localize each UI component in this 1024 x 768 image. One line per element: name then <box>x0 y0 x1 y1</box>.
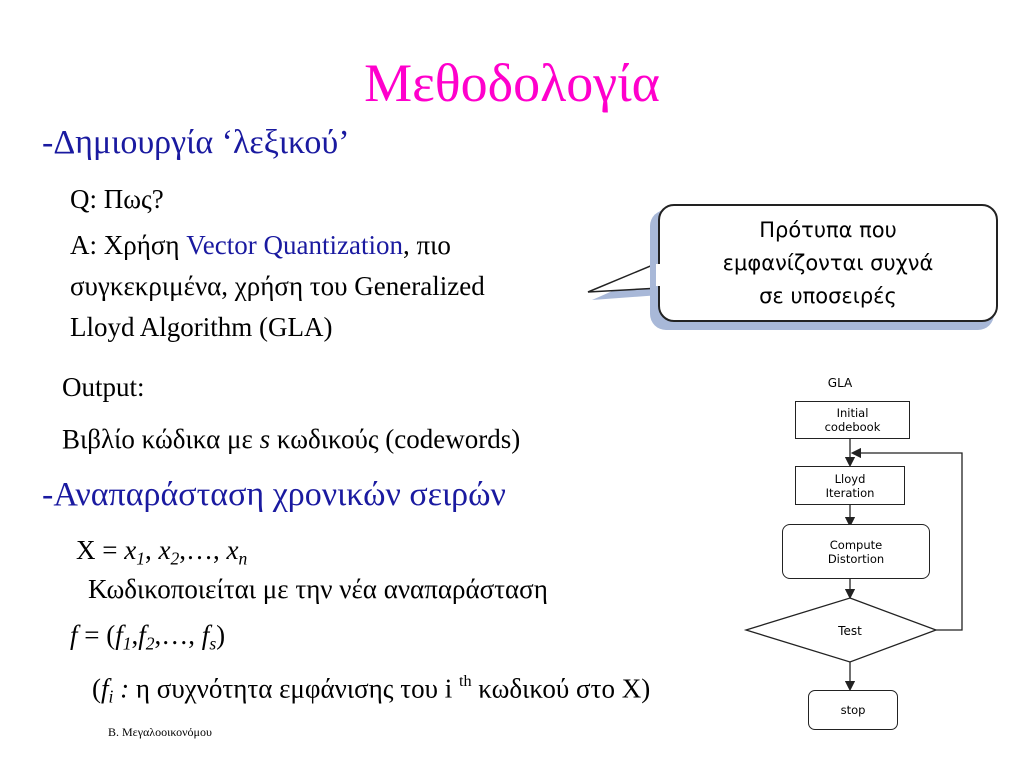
x-sequence: $X = x_1$, $x_2,\dots$, $x_n$ <box>76 535 248 569</box>
f2: f <box>138 620 146 650</box>
callout-pointer-join <box>560 240 670 320</box>
flowchart-title: GLA <box>827 376 853 390</box>
x2: x <box>158 535 171 565</box>
callout-bubble: Πρότυπα που εμφανίζονται συχνά σε υποσειρές <box>658 204 998 322</box>
fi-text: η συχνότητα εμφάνισης του i <box>135 673 459 704</box>
fi-colon: : <box>113 673 136 704</box>
section-heading-representation: -Αναπαράσταση χρονικών σειρών <box>42 476 506 513</box>
flow-decision-label: Test <box>838 624 862 638</box>
f2-sub: 2 <box>145 633 155 654</box>
output-label: Output: <box>62 372 145 402</box>
x-eq: X = <box>76 535 125 565</box>
f-eq: = ( <box>77 620 116 650</box>
output-suffix: κωδικούς (codewords) <box>270 424 521 454</box>
fi: f <box>101 673 109 704</box>
output-description <box>62 424 520 455</box>
fi-tail: κωδικού στο X) <box>471 673 651 704</box>
f1-sub: 1 <box>122 633 132 654</box>
fi-definition <box>92 672 650 708</box>
answer-suffix: , πιο <box>402 230 451 260</box>
answer-line-3: Lloyd Algorithm (GLA) <box>70 312 333 342</box>
fs: f <box>201 620 210 650</box>
flow-step-initial-codebook: Initial codebook <box>795 401 910 439</box>
flow-step-lloyd-iteration: Lloyd Iteration <box>795 466 905 505</box>
fi-sub: i <box>108 686 114 707</box>
fi-open: ( <box>92 673 101 704</box>
x-ellipsis: ,…, <box>179 535 227 565</box>
flow-step-compute-distortion: Compute Distortion <box>782 524 930 579</box>
f-sequence: $f = (f_1,f_2,\dots$, $f_s$) <box>70 620 226 654</box>
f-lhs: f <box>70 620 78 650</box>
fi-sup: th <box>458 672 472 690</box>
f-ellipsis: ,…, <box>154 620 202 650</box>
x1-sub: 1 <box>136 548 145 569</box>
answer-prefix: A: Χρήση <box>70 230 187 260</box>
question-line: Q: Πως? <box>70 184 164 214</box>
fs-sub: s <box>209 633 217 654</box>
x1: x <box>124 535 137 565</box>
xn: x <box>226 535 239 565</box>
encoding-text: Κωδικοποιείται με την νέα αναπαράσταση <box>88 574 548 604</box>
footer-author: Β. Μεγαλοοικονόμου <box>108 725 212 739</box>
vector-quantization-term: Vector Quantization <box>186 230 403 260</box>
answer-line-2: συγκεκριμένα, χρήση του Generalized <box>70 271 485 301</box>
section-heading-lexicon: -Δημιουργία ‘λεξικού’ <box>42 124 350 161</box>
x2-sub: 2 <box>170 548 180 569</box>
output-variable: s <box>259 424 271 454</box>
xn-sub: n <box>238 548 248 569</box>
f1: f <box>115 620 123 650</box>
answer-line-1 <box>70 230 451 261</box>
slide-title: Μεθοδολογία <box>364 53 660 113</box>
flow-step-stop: stop <box>808 690 898 730</box>
f-close: ) <box>216 620 226 650</box>
output-prefix: Βιβλίο κώδικα με <box>62 424 260 454</box>
